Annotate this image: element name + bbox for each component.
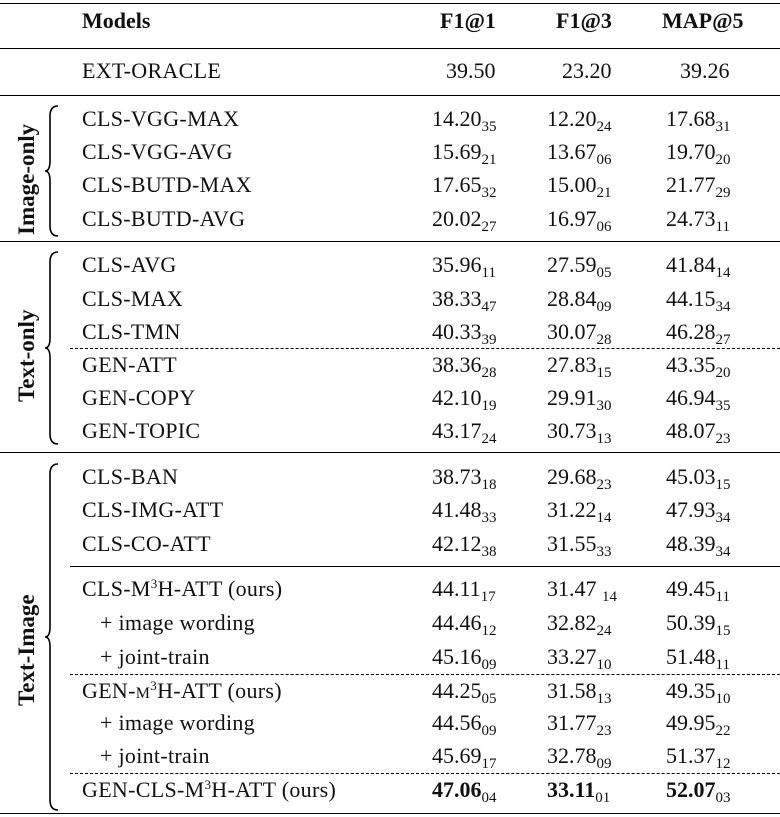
brace-icon <box>44 250 60 446</box>
score-f1-at-1: $15.69_{21}$ <box>432 139 497 168</box>
score-f1-at-1: $43.17_{24}$ <box>432 418 497 447</box>
score-map-at-5: $19.70_{20}$ <box>666 139 731 168</box>
score-map-at-5: $43.35_{20}$ <box>666 352 731 381</box>
oracle-rule <box>0 95 780 96</box>
cls-baseline-rule <box>70 566 780 567</box>
score-f1-at-1: $44.11_{17}$ <box>432 576 496 605</box>
score-map-at-5: $45.03_{15}$ <box>666 464 731 493</box>
group-label-text-only: Text-only <box>14 309 39 402</box>
score-f1-at-3: $31.22_{14}$ <box>547 497 612 526</box>
model-name: GEN-COPY <box>82 385 196 410</box>
score-f1-at-1: $44.56_{09}$ <box>432 710 497 739</box>
model-name: GEN-$M^3H$-ATT (ours) <box>82 678 282 703</box>
oracle-map-at-5: 39.26 <box>680 58 730 83</box>
top-rule <box>0 3 780 4</box>
text-only-dash-rule <box>70 348 780 349</box>
score-f1-at-3: $28.84_{09}$ <box>547 286 612 315</box>
score-f1-at-1: $20.02_{27}$ <box>432 206 497 235</box>
score-f1-at-3: $30.07_{28}$ <box>547 319 612 348</box>
model-name: + image wording <box>100 710 255 735</box>
model-name: CLS-AVG <box>82 252 177 277</box>
score-f1-at-3: $31.58_{13}$ <box>547 678 612 707</box>
score-map-at-5: $51.48_{11}$ <box>666 644 730 673</box>
score-f1-at-1: $38.33_{47}$ <box>432 286 497 315</box>
score-map-at-5: $46.94_{35}$ <box>666 385 731 414</box>
score-f1-at-3: $15.00_{21}$ <box>547 172 612 201</box>
score-map-at-5: $52.07_{03}$ <box>666 777 731 806</box>
score-f1-at-3: $27.59_{05}$ <box>547 252 612 281</box>
model-name: CLS-IMG-ATT <box>82 497 224 522</box>
score-f1-at-1: $38.36_{28}$ <box>432 352 497 381</box>
brace-icon <box>44 104 60 238</box>
score-f1-at-1: $41.48_{33}$ <box>432 497 497 526</box>
image-only-rule <box>0 241 780 242</box>
model-name: GEN-$CLS-M^3H$-ATT (ours) <box>82 777 337 802</box>
score-map-at-5: $50.39_{15}$ <box>666 610 731 639</box>
score-map-at-5: $49.45_{11}$ <box>666 576 730 605</box>
model-name: CLS-BUTD-MAX <box>82 172 252 197</box>
model-name: CLS-MAX <box>82 286 184 311</box>
cls-m3h-dash-rule <box>70 674 780 675</box>
score-map-at-5: $21.77_{29}$ <box>666 172 731 201</box>
score-f1-at-1: $40.33_{39}$ <box>432 319 497 348</box>
model-name: GEN-ATT <box>82 352 177 377</box>
model-name: CLS-CO-ATT <box>82 531 211 556</box>
score-f1-at-3: $27.83_{15}$ <box>547 352 612 381</box>
score-map-at-5: $49.35_{10}$ <box>666 678 731 707</box>
score-f1-at-3: $30.73_{13}$ <box>547 418 612 447</box>
score-map-at-5: $49.95_{22}$ <box>666 710 731 739</box>
score-f1-at-3: $33.27_{10}$ <box>547 644 612 673</box>
score-map-at-5: $46.28_{27}$ <box>666 319 731 348</box>
group-label-image-only: Image-only <box>14 123 39 235</box>
score-f1-at-3: $32.82_{24}$ <box>547 610 612 639</box>
header-rule <box>0 48 780 49</box>
score-map-at-5: $47.93_{34}$ <box>666 497 731 526</box>
score-f1-at-3: $12.20_{24}$ <box>547 106 612 135</box>
oracle-name: EXT-ORACLE <box>82 58 222 83</box>
model-name: CLS-VGG-AVG <box>82 139 233 164</box>
score-map-at-5: $41.84_{14}$ <box>666 252 731 281</box>
model-name: CLS-TMN <box>82 319 181 344</box>
score-f1-at-1: $45.69_{17}$ <box>432 743 497 772</box>
score-f1-at-3: $29.68_{23}$ <box>547 464 612 493</box>
score-map-at-5: $48.07_{23}$ <box>666 418 731 447</box>
model-name: + joint-train <box>100 644 210 669</box>
brace-icon <box>44 462 60 812</box>
score-f1-at-3: $32.78_{09}$ <box>547 743 612 772</box>
gen-m3h-dash-rule <box>70 773 780 774</box>
score-f1-at-3: $31.55_{33}$ <box>547 531 612 560</box>
score-f1-at-1: $47.06_{04}$ <box>432 777 497 806</box>
score-f1-at-1: $42.10_{19}$ <box>432 385 497 414</box>
model-name: + joint-train <box>100 743 210 768</box>
header-f1-at-3: F1@3 <box>556 8 612 33</box>
model-name: CLS-BUTD-AVG <box>82 206 246 231</box>
score-f1-at-1: $17.65_{32}$ <box>432 172 497 201</box>
score-f1-at-3: 31.47 $_{14}$ <box>547 576 617 605</box>
score-f1-at-3: $33.11_{01}$ <box>547 777 611 806</box>
header-map-at-5: MAP@5 <box>662 8 744 33</box>
score-map-at-5: $48.39_{34}$ <box>666 531 731 560</box>
score-f1-at-3: $13.67_{06}$ <box>547 139 612 168</box>
header-models: Models <box>82 8 151 33</box>
score-map-at-5: $51.37_{12}$ <box>666 743 731 772</box>
score-map-at-5: $44.15_{34}$ <box>666 286 731 315</box>
header-f1-at-1: F1@1 <box>440 8 496 33</box>
score-map-at-5: $24.73_{11}$ <box>666 206 730 235</box>
model-name: CLS-BAN <box>82 464 179 489</box>
score-f1-at-1: $35.96_{11}$ <box>432 252 496 281</box>
score-map-at-5: $17.68_{31}$ <box>666 106 731 135</box>
score-f1-at-3: $29.91_{30}$ <box>547 385 612 414</box>
text-only-rule <box>0 452 780 453</box>
score-f1-at-1: $45.16_{09}$ <box>432 644 497 673</box>
score-f1-at-3: $31.77_{23}$ <box>547 710 612 739</box>
score-f1-at-3: $16.97_{06}$ <box>547 206 612 235</box>
model-name: CLS-$M^3H$-ATT (ours) <box>82 576 283 601</box>
group-label-text-image: Text-Image <box>14 594 39 706</box>
score-f1-at-1: $38.73_{18}$ <box>432 464 497 493</box>
score-f1-at-1: $44.46_{12}$ <box>432 610 497 639</box>
bottom-rule <box>0 813 780 814</box>
model-name: CLS-VGG-MAX <box>82 106 240 131</box>
score-f1-at-1: $44.25_{05}$ <box>432 678 497 707</box>
model-name: GEN-TOPIC <box>82 418 201 443</box>
score-f1-at-1: $14.20_{35}$ <box>432 106 497 135</box>
model-name: + image wording <box>100 610 255 635</box>
score-f1-at-1: $42.12_{38}$ <box>432 531 497 560</box>
oracle-f1-at-1: 39.50 <box>446 58 496 83</box>
oracle-f1-at-3: 23.20 <box>562 58 612 83</box>
